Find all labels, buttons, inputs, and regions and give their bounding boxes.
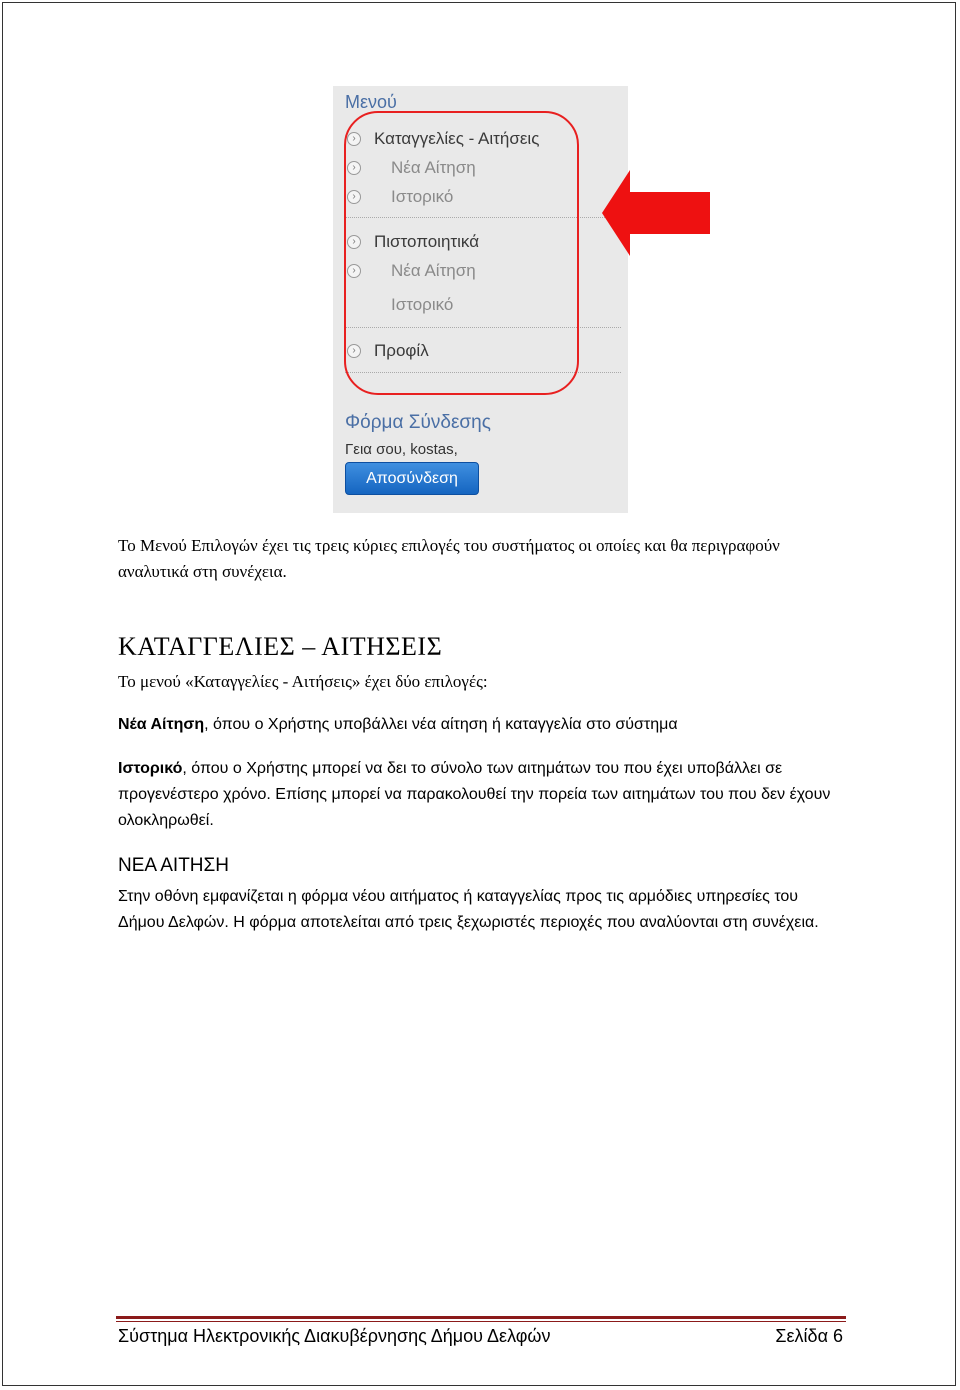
red-arrow-icon bbox=[600, 168, 712, 258]
section-title-complaints: ΚΑΤΑΓΓΕΛΙΕΣ – ΑΙΤΗΣΕΙΣ bbox=[118, 632, 443, 661]
section-new-request-text: Στην οθόνη εμφανίζεται η φόρμα νέου αιτήματος ή καταγγελίας προς τις αρμόδιες υπηρεσίες του Δήμου Δελφών. Η φόρμα αποτελείται από τρεις ξεχωριστές περιοχές που αναλύονται στη συνέχεια. bbox=[118, 888, 819, 931]
intro-paragraph: Το Μενού Επιλογών έχει τις τρεις κύριες επιλογές του συστήματος οι οποίες και θα περιγραφούν αναλυτικά στη συνέχεια. bbox=[118, 536, 780, 581]
menu-item-label: Ιστορικό bbox=[391, 295, 454, 314]
option-term: Νέα Αίτηση bbox=[118, 716, 205, 733]
footer-rule bbox=[116, 1321, 846, 1322]
menu-item-label: Προφίλ bbox=[374, 341, 429, 360]
menu-item-label: Νέα Αίτηση bbox=[391, 158, 476, 177]
menu-screenshot bbox=[333, 86, 628, 513]
chevron-right-icon: › bbox=[347, 264, 361, 278]
footer-title: Σύστημα Ηλεκτρονικής Διακυβέρνησης Δήμου Δελφών bbox=[118, 1326, 551, 1346]
chevron-right-icon: › bbox=[347, 344, 361, 358]
chevron-right-icon: › bbox=[347, 190, 361, 204]
menu-title: Μενού bbox=[345, 92, 397, 112]
footer-rule bbox=[116, 1316, 846, 1319]
menu-item-label: Ιστορικό bbox=[391, 187, 454, 206]
menu-item-label: Πιστοποιητικά bbox=[374, 232, 480, 251]
chevron-right-icon: › bbox=[347, 132, 361, 146]
option-new-request bbox=[118, 712, 848, 738]
option-term: Ιστορικό bbox=[118, 760, 183, 777]
chevron-right-icon: › bbox=[347, 235, 361, 249]
logout-button[interactable]: Αποσύνδεση bbox=[345, 462, 479, 495]
option-description: , όπου ο Χρήστης υποβάλλει νέα αίτηση ή καταγγελία στο σύστημα bbox=[204, 716, 678, 733]
greeting-text: Γεια σου, kostas, bbox=[345, 441, 458, 458]
chevron-right-icon: › bbox=[347, 161, 361, 175]
login-form-title: Φόρμα Σύνδεσης bbox=[345, 412, 491, 433]
menu-item-label: Νέα Αίτηση bbox=[391, 261, 476, 280]
section-intro: Το μενού «Καταγγελίες - Αιτήσεις» έχει δύο επιλογές: bbox=[118, 672, 488, 691]
page-number: Σελίδα 6 bbox=[775, 1326, 843, 1346]
option-description: , όπου ο Χρήστης μπορεί να δει το σύνολο των αιτημάτων του που έχει υποβάλλει σε προγενέστερο χρόνο. Επίσης μπορεί να παρακολουθεί την πορεία των αιτημάτων του που δεν έχουν ολοκληρωθεί. bbox=[118, 760, 831, 829]
menu-item-label: Καταγγελίες - Αιτήσεις bbox=[374, 129, 540, 148]
highlight-outline bbox=[344, 111, 579, 395]
section-title-new-request: ΝΕΑ ΑΙΤΗΣΗ bbox=[118, 855, 229, 876]
option-history bbox=[118, 756, 848, 834]
